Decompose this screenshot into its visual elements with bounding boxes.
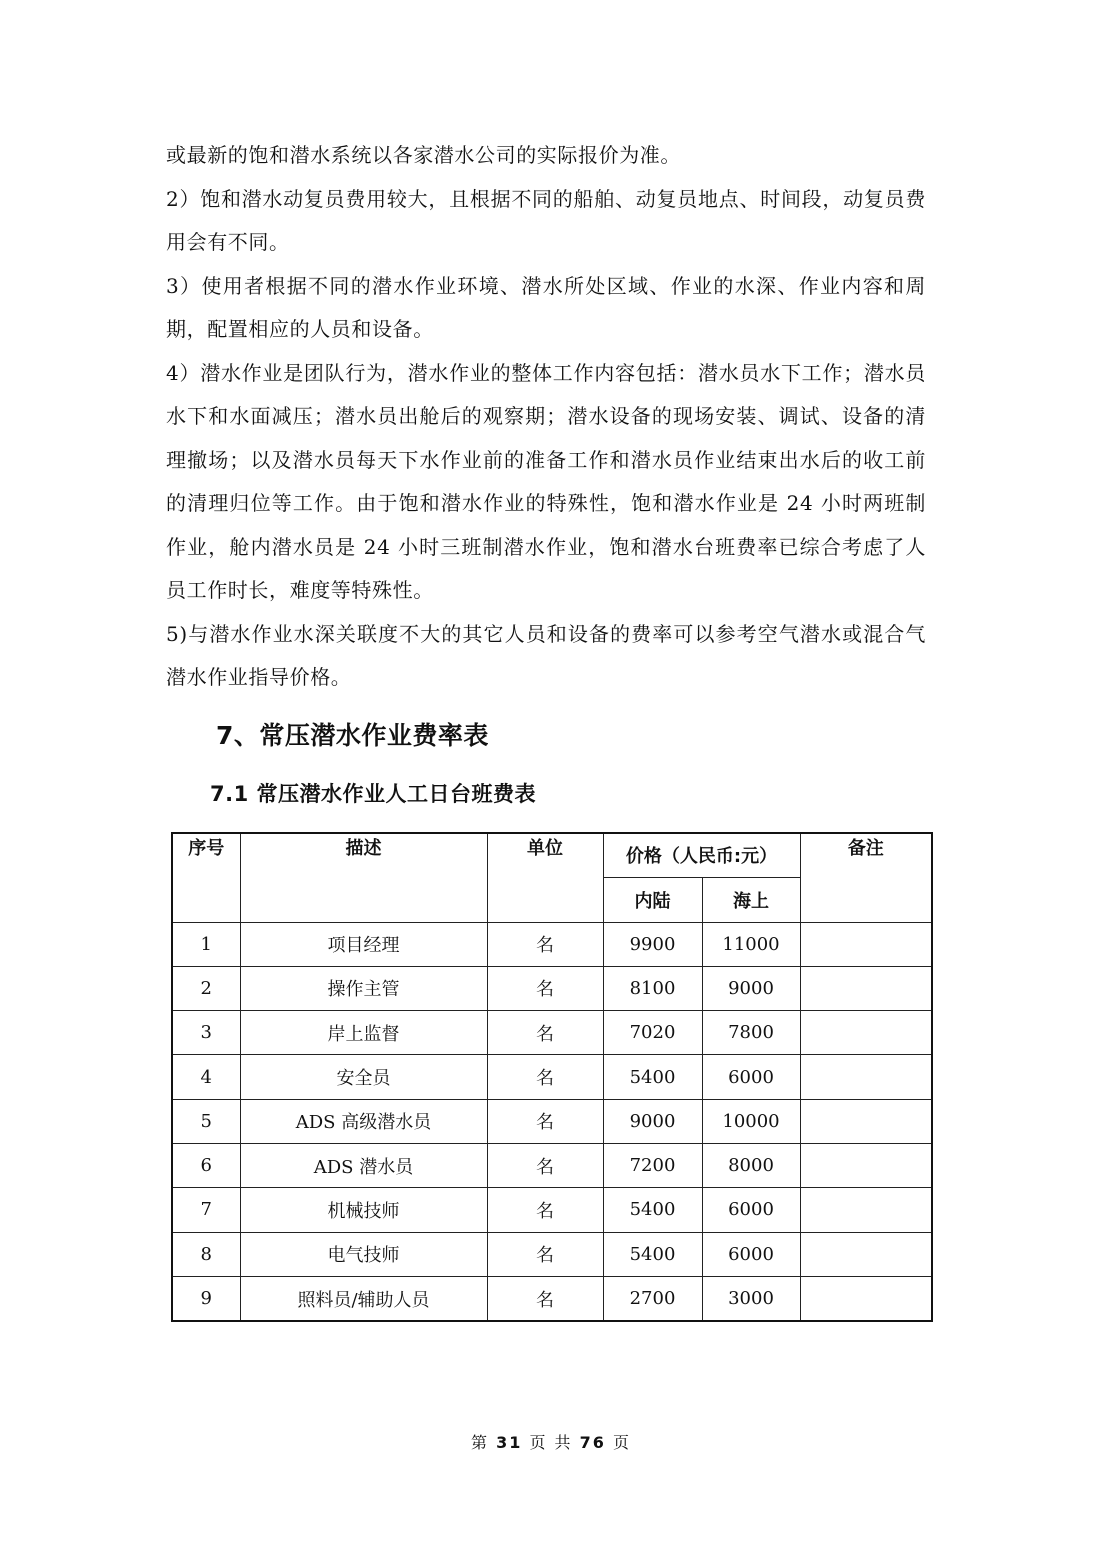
rate-table [171, 832, 933, 1322]
cell-remark [800, 1143, 932, 1187]
cell-desc: 操作主管 [240, 966, 487, 1010]
cell-inland: 5400 [603, 1232, 702, 1276]
table-row [172, 1099, 932, 1143]
cell-unit: 名 [487, 1055, 603, 1099]
cell-seq: 1 [172, 922, 240, 966]
cell-unit: 名 [487, 1232, 603, 1276]
section-heading: 7、常压潜水作业费率表 [216, 721, 489, 750]
cell-unit: 名 [487, 1188, 603, 1232]
cell-seq: 6 [172, 1143, 240, 1187]
header-offshore: 海上 [702, 877, 800, 922]
cell-remark [800, 1099, 932, 1143]
header-inland: 内陆 [603, 877, 702, 922]
footer-middle: 页 共 [529, 1433, 573, 1452]
cell-remark [800, 1011, 932, 1055]
paragraph: 4）潜水作业是团队行为，潜水作业的整体工作内容包括：潜水员水下工作；潜水员水下和水面减压；潜水员出舱后的观察期；潜水设备的现场安装、调试、设备的清理撤场；以及潜水员每天下水作业前的准备工作和潜水员作业结束出水后的收工前的清理归位等工作。由于饱和潜水作业的特殊性，饱和潜水作业是 24 小时两班制作业，舱内潜水员是 24 小时三班制潜水作业，饱和潜水台班费率已综合考虑了人员工作时长，难度等特殊性。 [166, 360, 926, 602]
cell-remark [800, 966, 932, 1010]
cell-unit: 名 [487, 966, 603, 1010]
paragraph: 或最新的饱和潜水系统以各家潜水公司的实际报价为准。 [166, 143, 681, 167]
cell-inland: 2700 [603, 1276, 702, 1321]
cell-offshore: 11000 [702, 922, 800, 966]
cell-inland: 7020 [603, 1011, 702, 1055]
paragraph: 3）使用者根据不同的潜水作业环境、潜水所处区域、作业的水深、作业内容和周期，配置相应的人员和设备。 [166, 273, 926, 341]
cell-offshore: 10000 [702, 1099, 800, 1143]
cell-seq: 4 [172, 1055, 240, 1099]
header-desc: 描述 [240, 833, 487, 922]
table-row [172, 1143, 932, 1187]
cell-unit: 名 [487, 1011, 603, 1055]
cell-seq: 3 [172, 1011, 240, 1055]
table-row [172, 966, 932, 1010]
cell-remark [800, 1188, 932, 1232]
table-header-row [172, 833, 932, 877]
cell-offshore: 6000 [702, 1188, 800, 1232]
cell-inland: 5400 [603, 1055, 702, 1099]
cell-desc: 岸上监督 [240, 1011, 487, 1055]
table-row [172, 922, 932, 966]
cell-desc: 项目经理 [240, 922, 487, 966]
table-row [172, 1011, 932, 1055]
header-seq: 序号 [172, 833, 240, 922]
cell-remark [800, 1055, 932, 1099]
footer-prefix: 第 [470, 1433, 489, 1452]
cell-desc: ADS 潜水员 [240, 1143, 487, 1187]
cell-remark [800, 1276, 932, 1321]
total-pages-number: 76 [579, 1433, 606, 1452]
cell-inland: 9900 [603, 922, 702, 966]
body-text [166, 134, 926, 700]
cell-desc: ADS 高级潜水员 [240, 1099, 487, 1143]
cell-desc: 电气技师 [240, 1232, 487, 1276]
cell-unit: 名 [487, 1143, 603, 1187]
cell-inland: 9000 [603, 1099, 702, 1143]
paragraph: 2）饱和潜水动复员费用较大，且根据不同的船舶、动复员地点、时间段，动复员费用会有不同。 [166, 186, 926, 254]
table-row [172, 1276, 932, 1321]
cell-inland: 5400 [603, 1188, 702, 1232]
cell-offshore: 6000 [702, 1055, 800, 1099]
cell-offshore: 7800 [702, 1011, 800, 1055]
cell-offshore: 8000 [702, 1143, 800, 1187]
subsection-heading: 7.1 常压潜水作业人工日台班费表 [210, 782, 537, 806]
cell-inland: 8100 [603, 966, 702, 1010]
cell-remark [800, 922, 932, 966]
current-page-number: 31 [496, 1433, 523, 1452]
cell-unit: 名 [487, 1099, 603, 1143]
cell-seq: 7 [172, 1188, 240, 1232]
cell-offshore: 9000 [702, 966, 800, 1010]
cell-desc: 机械技师 [240, 1188, 487, 1232]
cell-inland: 7200 [603, 1143, 702, 1187]
cell-seq: 8 [172, 1232, 240, 1276]
footer-suffix: 页 [613, 1433, 632, 1452]
cell-unit: 名 [487, 1276, 603, 1321]
cell-remark [800, 1232, 932, 1276]
header-remark: 备注 [800, 833, 932, 922]
cell-desc: 安全员 [240, 1055, 487, 1099]
table-row [172, 1232, 932, 1276]
paragraph: 5)与潜水作业水深关联度不大的其它人员和设备的费率可以参考空气潜水或混合气潜水作业指导价格。 [166, 621, 926, 689]
cell-seq: 2 [172, 966, 240, 1010]
table-row [172, 1188, 932, 1232]
header-unit: 单位 [487, 833, 603, 922]
cell-offshore: 3000 [702, 1276, 800, 1321]
cell-unit: 名 [487, 922, 603, 966]
cell-desc: 照料员/辅助人员 [240, 1276, 487, 1321]
cell-seq: 9 [172, 1276, 240, 1321]
page-footer [0, 1430, 1102, 1453]
table-row [172, 1055, 932, 1099]
cell-offshore: 6000 [702, 1232, 800, 1276]
cell-seq: 5 [172, 1099, 240, 1143]
header-price-group: 价格（人民币:元） [603, 833, 800, 877]
